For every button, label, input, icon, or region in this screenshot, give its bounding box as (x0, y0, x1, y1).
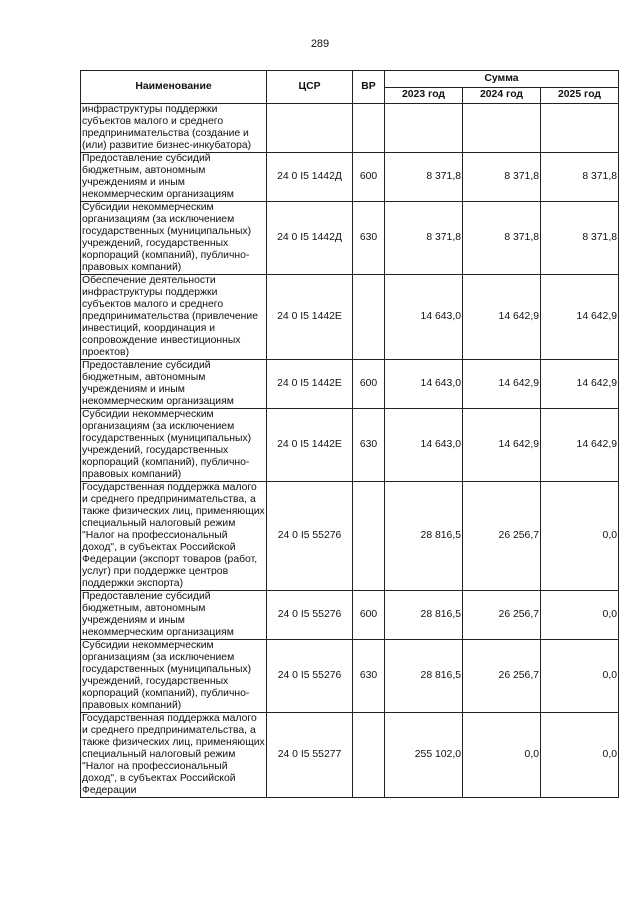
row-sum-2023: 14 643,0 (385, 275, 463, 360)
row-sum-2023: 8 371,8 (385, 202, 463, 275)
header-sum: Сумма (385, 71, 619, 88)
header-year-2024: 2024 год (463, 87, 541, 104)
table-row (81, 360, 619, 409)
row-sum-2024: 14 642,9 (463, 275, 541, 360)
row-vr: 600 (353, 153, 385, 202)
row-name: Предоставление субсидий бюджетным, автономным учреждениям и иным некоммерческим организациям (81, 360, 267, 409)
row-name: Предоставление субсидий бюджетным, автономным учреждениям и иным некоммерческим организациям (81, 591, 267, 640)
row-sum-2025: 14 642,9 (541, 409, 619, 482)
table-row (81, 202, 619, 275)
row-sum-2023: 28 816,5 (385, 640, 463, 713)
row-csr: 24 0 I5 1442Д (267, 202, 353, 275)
row-csr: 24 0 I5 1442Е (267, 409, 353, 482)
row-vr: 600 (353, 591, 385, 640)
row-vr: 630 (353, 409, 385, 482)
row-name: Государственная поддержка малого и среднего предпринимательства, а также физических лиц, применяющих специальный налоговый режим "Налог на профессиональный доход", в субъектах Российской Федерации (экспорт товаров (работ, услуг) при поддержке центров поддержки экспорта) (82, 482, 265, 589)
row-name: Субсидии некоммерческим организациям (за исключением государственных (муниципальных) учреждений, государственных корпораций (компаний), публично-правовых компаний) (81, 640, 267, 713)
row-sum-2024 (463, 104, 541, 153)
row-csr: 24 0 I5 55276 (267, 591, 353, 640)
header-year-2025: 2025 год (541, 87, 619, 104)
header-name: Наименование (81, 71, 267, 104)
row-sum-2025: 14 642,9 (541, 275, 619, 360)
row-sum-2023: 28 816,5 (385, 591, 463, 640)
row-vr (353, 275, 385, 360)
row-csr: 24 0 I5 1442Е (267, 360, 353, 409)
row-csr: 24 0 I5 1442Е (267, 275, 353, 360)
row-sum-2024: 14 642,9 (463, 360, 541, 409)
row-sum-2024: 26 256,7 (463, 591, 541, 640)
row-name: Предоставление субсидий бюджетным, автономным учреждениям и иным некоммерческим организациям (81, 153, 267, 202)
row-csr: 24 0 I5 1442Д (267, 153, 353, 202)
header-vr: ВР (353, 71, 385, 104)
row-sum-2025: 8 371,8 (541, 202, 619, 275)
row-vr (353, 104, 385, 153)
row-sum-2023: 8 371,8 (385, 153, 463, 202)
table-row (81, 713, 619, 798)
row-sum-2023: 28 816,5 (385, 482, 463, 591)
row-sum-2024: 8 371,8 (463, 202, 541, 275)
row-sum-2025: 0,0 (541, 640, 619, 713)
header-csr: ЦСР (267, 71, 353, 104)
row-csr: 24 0 I5 55277 (267, 713, 353, 798)
row-sum-2024: 0,0 (463, 713, 541, 798)
row-vr (353, 482, 385, 591)
row-csr: 24 0 I5 55276 (267, 640, 353, 713)
table-row (81, 591, 619, 640)
row-vr: 600 (353, 360, 385, 409)
page-number: 289 (310, 38, 330, 50)
row-sum-2023: 14 643,0 (385, 360, 463, 409)
table-row (81, 153, 619, 202)
row-sum-2025: 0,0 (541, 591, 619, 640)
row-name: Государственная поддержка малого и среднего предпринимательства, а также физических лиц, применяющих специальный налоговый режим "Налог на профессиональный доход", в субъектах Российской Федерации (82, 713, 265, 796)
budget-table (80, 70, 619, 798)
row-sum-2023: 14 643,0 (385, 409, 463, 482)
row-sum-2025: 0,0 (541, 713, 619, 798)
header-year-2023: 2023 год (385, 87, 463, 104)
row-sum-2024: 26 256,7 (463, 482, 541, 591)
row-sum-2023: 255 102,0 (385, 713, 463, 798)
row-sum-2025: 0,0 (541, 482, 619, 591)
row-sum-2023 (385, 104, 463, 153)
row-csr: 24 0 I5 55276 (267, 482, 353, 591)
row-name: инфраструктуры поддержки субъектов малого и среднего предпринимательства (создание и (или) развитие бизнес-инкубатора) (81, 104, 267, 153)
row-sum-2024: 26 256,7 (463, 640, 541, 713)
table-row (81, 275, 619, 360)
table-row (81, 104, 619, 153)
row-sum-2025: 8 371,8 (541, 153, 619, 202)
row-name: Обеспечение деятельности инфраструктуры поддержки субъектов малого и среднего предпринимательства (привлечение инвестиций, координация и сопровождение инвестиционных проектов) (81, 275, 267, 360)
table-row (81, 640, 619, 713)
row-csr (267, 104, 353, 153)
row-vr: 630 (353, 202, 385, 275)
table-row (81, 409, 619, 482)
row-sum-2024: 8 371,8 (463, 153, 541, 202)
row-sum-2024: 14 642,9 (463, 409, 541, 482)
row-vr: 630 (353, 640, 385, 713)
table-row (81, 482, 619, 591)
row-sum-2025: 14 642,9 (541, 360, 619, 409)
row-vr (353, 713, 385, 798)
row-sum-2025 (541, 104, 619, 153)
row-name: Субсидии некоммерческим организациям (за исключением государственных (муниципальных) учреждений, государственных корпораций (компаний), публично-правовых компаний) (81, 409, 267, 482)
row-name: Субсидии некоммерческим организациям (за исключением государственных (муниципальных) учреждений, государственных корпораций (компаний), публично-правовых компаний) (81, 202, 267, 275)
